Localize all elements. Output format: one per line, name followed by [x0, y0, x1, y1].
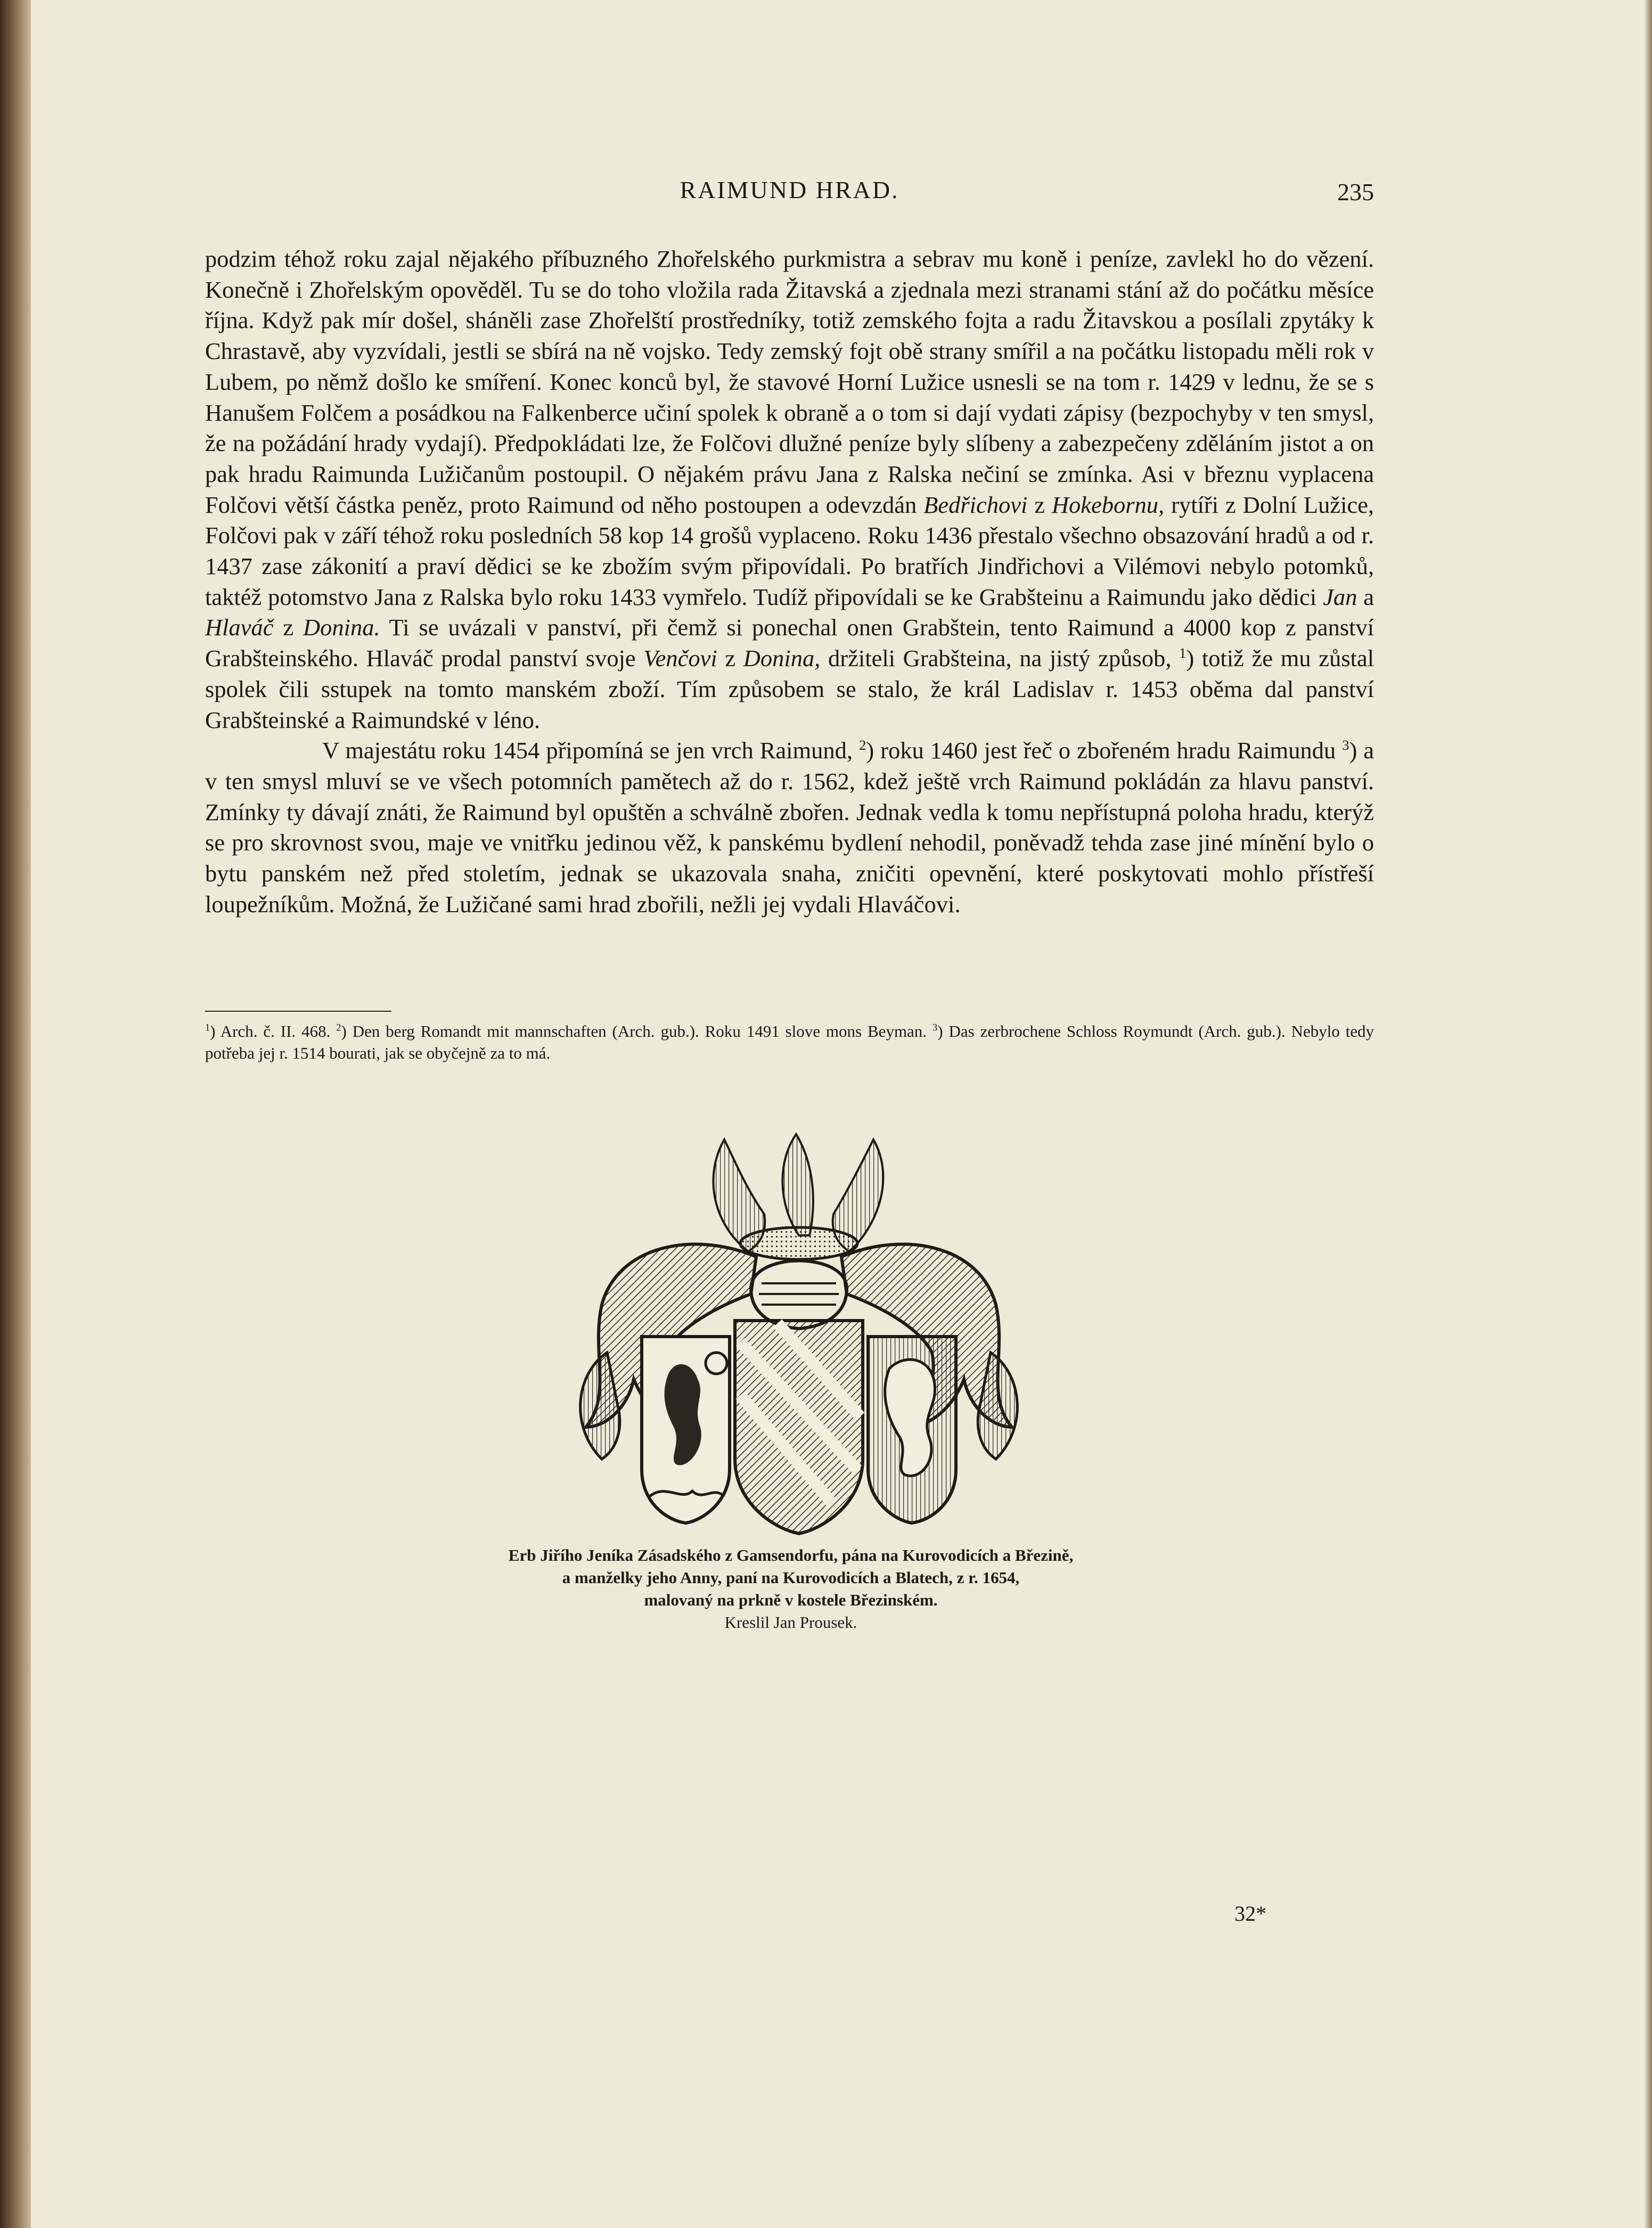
footnotes — [205, 1020, 1374, 1064]
text-segment: z — [273, 614, 303, 641]
text-segment: Bedřichovi — [923, 491, 1028, 518]
text-segment: Hokebornu, — [1051, 491, 1165, 518]
text-segment: ) Den berg Romandt mit mannschaften (Arch. gub.). Roku 1491 slove mons Beyman. — [341, 1022, 933, 1041]
book-binding-edge — [0, 0, 31, 2228]
page-header — [205, 176, 1374, 213]
text-segment: Hlaváč — [205, 614, 274, 641]
text-segment: Donina. — [303, 614, 380, 641]
footnote-reference: 1 — [1179, 645, 1187, 661]
caption-line-2: a manželky jeho Anny, paní na Kurovodicích a Blatech, z r. 1654, — [562, 1568, 1020, 1587]
text-segment: držiteli Grabšteina, na jistý způsob, — [820, 645, 1179, 672]
page-number: 235 — [1337, 178, 1374, 206]
text-segment: ) roku 1460 jest řeč o zbořeném hradu Raimundu — [866, 737, 1343, 764]
illustrator-credit: Kreslil Jan Prousek. — [724, 1613, 857, 1632]
page-right-edge — [1645, 0, 1652, 2228]
text-segment: Donina, — [743, 645, 821, 672]
coat-of-arms-illustration — [554, 1129, 1044, 1544]
paragraph — [205, 735, 1374, 920]
footnote-reference: 3 — [932, 1022, 938, 1034]
text-segment: ) totiž že mu zůstal spolek čili sstupek na tomto manském zboží. Tím způsobem se stalo, že král Ladislav r. 1453 oběma dal panství Grabšteinské a Raimundské v léno. — [205, 645, 1374, 733]
text-segment: Ti se uvázali v panství, při čemž si ponechal onen Grabštein, tento Raimund a 4000 kop z panství Grabšteinského. Hlaváč prodal panství svoje — [205, 614, 1374, 672]
text-segment: podzim téhož roku zajal nějakého příbuzného Zhořelského purkmistra a sebrav mu koně i peníze, zavlekl ho do vězení. Konečně i Zhořelským opověděl. Tu se do toho vložila rada Žitavská a zjednala mezi stranami stání až do počátku měsíce října. Když pak mír došel, sháněli zase Zhořelští prostředníky, totiž zemského fojta a radu Žitavskou a posílali zpytáky k Chrastavě, aby vyzvídali, jestli se sbírá na ně vojsko. Tedy zemský fojt obě strany smířil a na počátku listopadu měli rok v Lubem, po němž došlo ke smíření. Konec konců byl, že stavové Horní Lužice usnesli se na tom r. 1429 v lednu, že se s Hanušem Folčem a posádkou na Falkenberce učiní spolek k obraně a o tom si dají vydati zápisy (bezpochyby v ten smysl, že na požádání hrady vydají). Předpokládati lze, že Folčovi dlužné peníze byly slíbeny a zabezpečeny zděláním jistot a on pak hradu Raimunda Lužičanům postoupil. O nějakém právu Jana z Ralska nečiní se zmínka. Asi v březnu vyplacena Folčovi větší částka peněz, proto Raimund od něho postoupen a odevzdán — [205, 245, 1374, 518]
running-title: RAIMUND HRAD. — [680, 176, 899, 203]
footnote-reference: 2 — [336, 1022, 341, 1034]
text-segment: V majestátu roku 1454 připomíná se jen vrch Raimund, — [322, 737, 859, 764]
footnote-reference: 2 — [858, 737, 866, 753]
footnote-reference: 3 — [1342, 737, 1350, 753]
coat-of-arms-image — [554, 1129, 1044, 1544]
text-segment: a — [1357, 583, 1374, 610]
text-segment: ) Das zerbrochene Schloss Roymundt (Arch. gub.). Nebylo tedy potřeba jej r. 1514 bourati, jak se obyčejně za to má. — [205, 1022, 1374, 1062]
figure-caption — [312, 1544, 1270, 1634]
text-segment: ) a v ten smysl mluví se ve všech potomních pamětech až do r. 1562, kdež ještě vrch Raimund pokládán za hlavu panství. Zmínky ty dávají znáti, že Raimund byl opuštěn a schválně zbořen. Jednak vedla k tomu nepřístupná poloha hradu, kterýž se pro skrovnost svou, maje ve vnitřku jedinou věž, k panskému bydlení nehodil, poněvadž tehda zase jiné mínění bylo o bytu panském než před stoletím, jednak se ukazovala snaha, zničiti opevnění, které poskytovati mohlo přístřeší loupežníkům. Možná, že Lužičané sami hrad zbořili, nežli jej vydali Hlaváčovi. — [205, 737, 1374, 918]
footnote-paragraph — [205, 1020, 1374, 1064]
caption-line-1: Erb Jiřího Jeníka Zásadského z Gamsendorfu, pána na Kurovodicích a Březině, — [508, 1546, 1074, 1564]
printer-signature-mark: 32* — [1234, 1902, 1266, 1926]
text-segment: ) Arch. č. II. 468. — [210, 1022, 337, 1041]
paragraph — [205, 244, 1374, 735]
footnote-divider — [205, 1011, 391, 1012]
footnote-reference: 1 — [205, 1022, 210, 1034]
text-segment: z — [1027, 491, 1052, 518]
text-segment: Venčovi — [643, 645, 717, 672]
text-segment: rytíři z Dolní Lužice, Folčovi pak v září téhož roku posledních 58 kop 14 grošů vyplaceno. Roku 1436 přestalo všechno obsazování hradů a od r. 1437 zase zákonití a praví dědici se ke zbožím svým připovídali. Po bratřích Jindřichovi a Vilémovi nebylo potomků, taktéž potomstvo Jana z Ralska bylo roku 1433 vymřelo. Tudíž připovídali se ke Grabšteinu a Raimundu jako dědici — [205, 491, 1374, 610]
caption-line-3: malovaný na prkně v kostele Březinském. — [644, 1591, 938, 1609]
text-segment: z — [717, 645, 743, 672]
body-text — [205, 244, 1374, 920]
text-segment: Jan — [1323, 583, 1357, 610]
